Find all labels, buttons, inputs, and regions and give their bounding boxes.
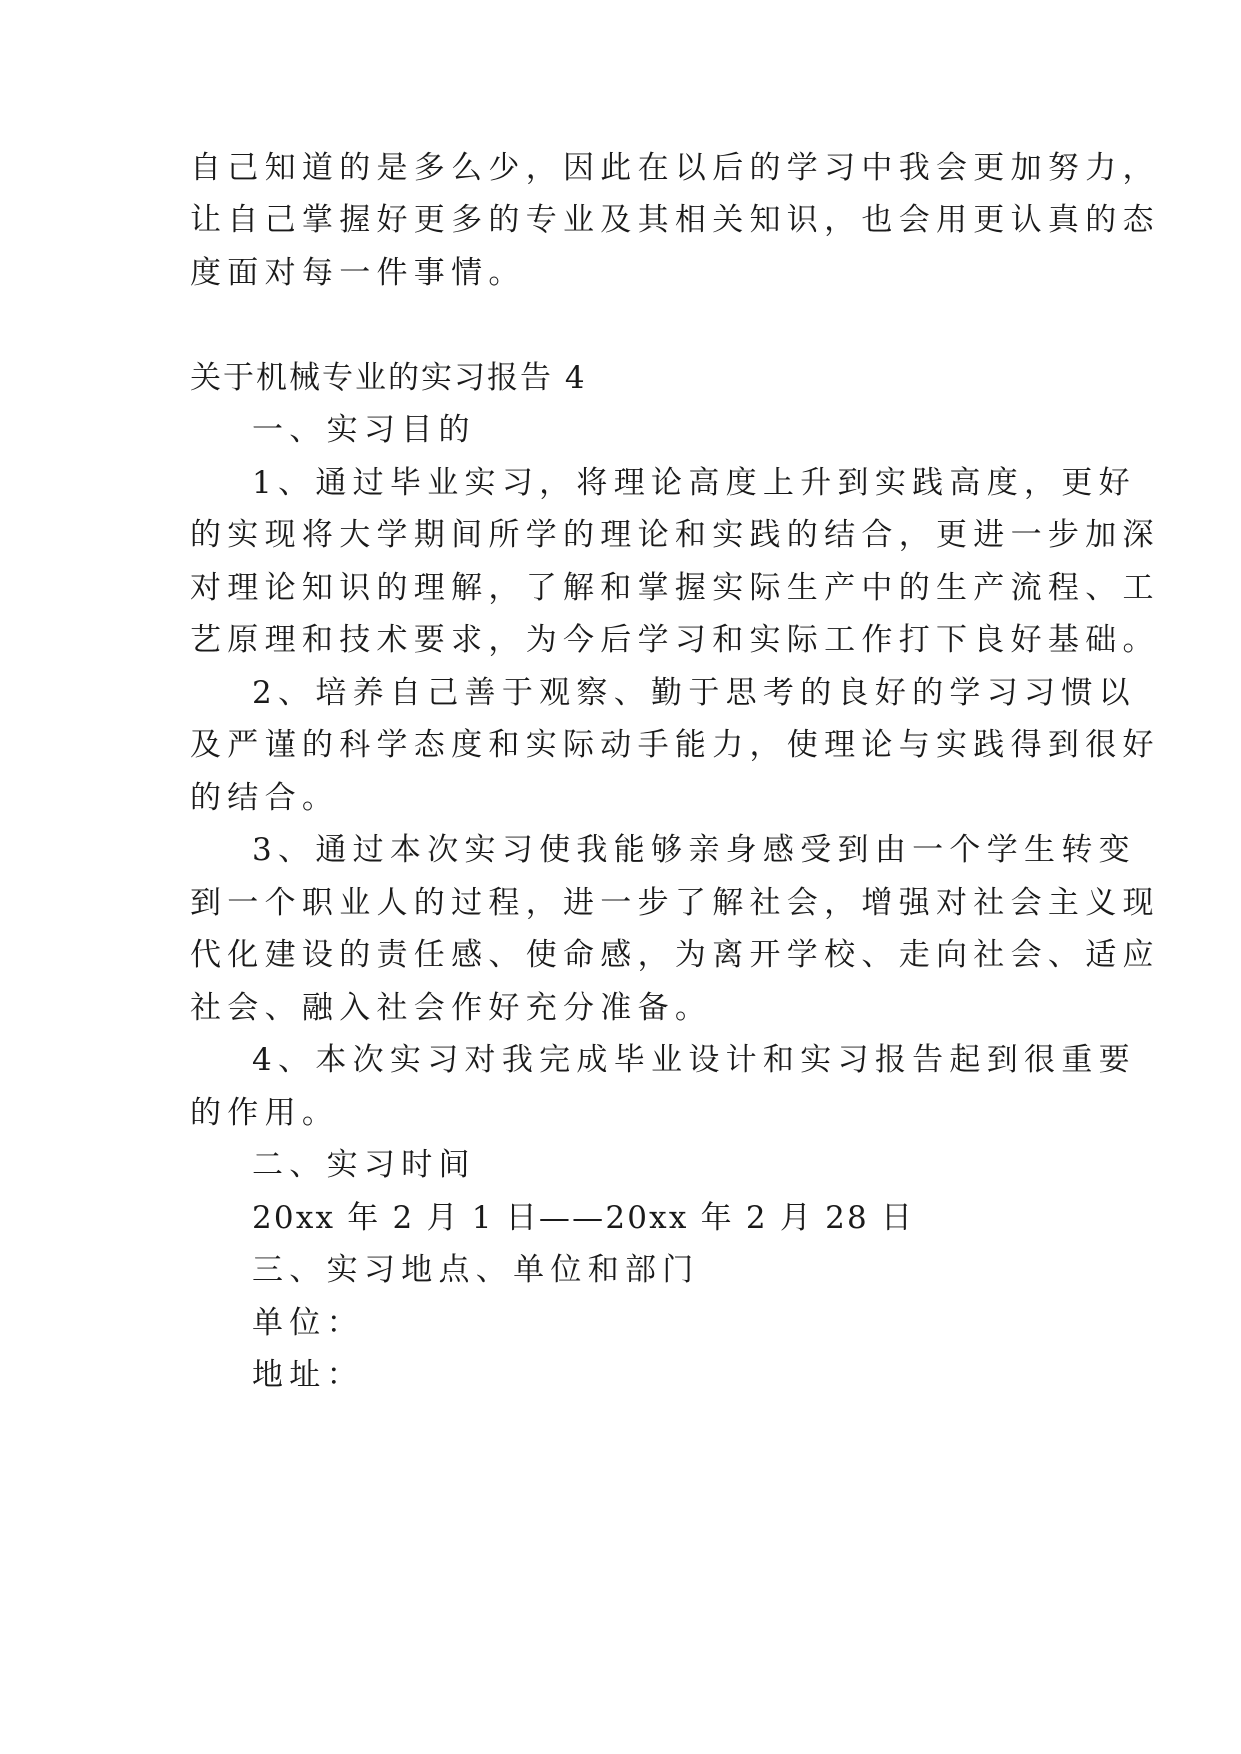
purpose-item-4: 4、本次实习对我完成毕业设计和实习报告起到很重要: [252, 1042, 1136, 1078]
section-title: 关于机械专业的实习报告 4: [190, 360, 587, 396]
paragraph-line: 到一个职业人的过程，进一步了解社会，增强对社会主义现: [190, 885, 1160, 921]
purpose-item-2: 2、培养自己善于观察、勤于思考的良好的学习习惯以: [252, 675, 1136, 711]
paragraph-line: 对理论知识的理解，了解和掌握实际生产中的生产流程、工: [190, 570, 1160, 606]
purpose-item-1: 1、通过毕业实习，将理论高度上升到实践高度，更好: [252, 465, 1136, 501]
paragraph-line: 艺原理和技术要求，为今后学习和实际工作打下良好基础。: [190, 622, 1160, 658]
paragraph-line: 社会、融入社会作好充分准备。: [190, 990, 713, 1026]
paragraph-line: 让自己掌握好更多的专业及其相关知识，也会用更认真的态: [190, 202, 1160, 238]
heading-purpose: 一、实习目的: [252, 412, 476, 448]
paragraph-line: 的结合。: [190, 780, 340, 816]
paragraph-line: 度面对每一件事情。: [190, 255, 526, 291]
paragraph-line: 自己知道的是多么少，因此在以后的学习中我会更加努力，: [190, 150, 1160, 186]
paragraph-line: 的作用。: [190, 1095, 340, 1131]
paragraph-line: 及严谨的科学态度和实际动手能力，使理论与实践得到很好: [190, 727, 1160, 763]
paragraph-line: 代化建设的责任感、使命感，为离开学校、走向社会、适应: [190, 937, 1160, 973]
time-range: 20xx 年 2 月 1 日——20xx 年 2 月 28 日: [252, 1200, 915, 1236]
heading-location: 三、实习地点、单位和部门: [252, 1252, 700, 1288]
heading-time: 二、实习时间: [252, 1147, 476, 1183]
unit-label: 单位：: [252, 1305, 364, 1341]
paragraph-line: 的实现将大学期间所学的理论和实践的结合，更进一步加深: [190, 517, 1160, 553]
address-label: 地址：: [252, 1357, 364, 1393]
purpose-item-3: 3、通过本次实习使我能够亲身感受到由一个学生转变: [252, 832, 1136, 868]
